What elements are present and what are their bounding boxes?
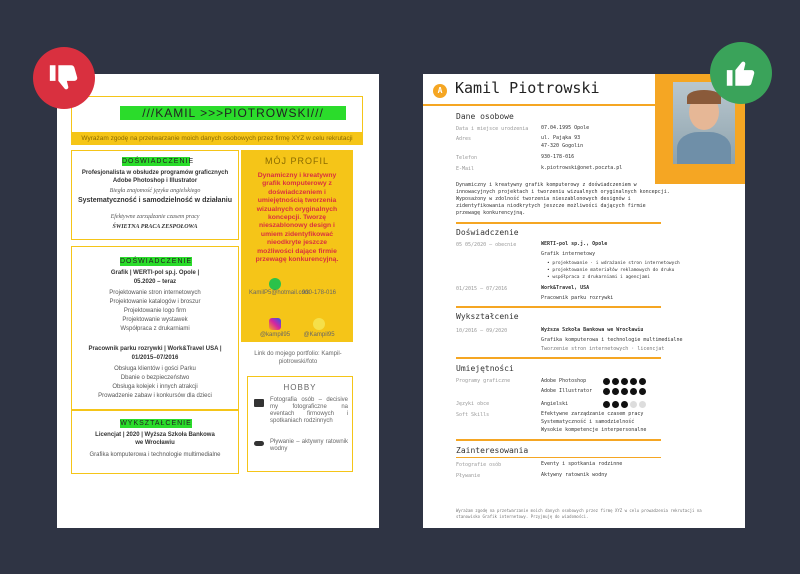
good-cv-page (423, 74, 745, 528)
thumbs-down-badge (33, 47, 95, 109)
section-rule (456, 306, 661, 308)
bad-text: 01/2015–07/2016 (131, 355, 179, 361)
header-rule (423, 104, 663, 106)
edu-dates: 10/2016 – 09/2020 (456, 328, 508, 334)
section-personal: Dane osobowe (456, 112, 514, 121)
job-task: • projektowanie · i wdrażanie stron internetowych (547, 261, 680, 266)
skill-label: Programy graficzne (456, 378, 511, 384)
skill-dot (621, 388, 628, 395)
skill-name: Adobe Illustrator (541, 388, 593, 394)
field-label: E-Mail (456, 166, 475, 172)
skill-dot (630, 378, 637, 385)
bad-text: Adobe Photoshop i Illustrator (112, 178, 198, 184)
bad-profile-box (241, 150, 353, 342)
phone-dot-icon (313, 278, 325, 290)
bad-profile-text: Dynamiczny i kreatywny grafik komputerowy z doświadczeniem i umiejętnością tworzenia wizualnych oryginalnych koncepcji. Tworzę nieszablonowy design i umiem zidentyfikować nieodkryte jeszcze możliwości dające firmie przewagę konkurencyjną. (255, 172, 339, 264)
bad-portfolio: Link do mojego portfolio: Kampil-piotrowski/foto (254, 351, 342, 365)
bad-text: Licencjat | 2020 | Wyższa Szkoła Bankowa we Wrocławiu (95, 432, 215, 446)
bad-insta: @kampil95 (259, 332, 291, 338)
field-value: ul. Pająka 93 (541, 135, 581, 141)
bad-text: Prowadzenie zabaw i konkursów dla dzieci (98, 393, 212, 399)
thumbs-up-icon (724, 56, 758, 90)
bad-section-head: DOŚWIADCZENIE (120, 258, 193, 265)
skill-dot (603, 388, 610, 395)
bad-text: Obsługa kolejek i innych atrakcji (112, 384, 198, 390)
job-dates: 01/2015 – 07/2016 (456, 286, 508, 292)
bad-section-head: WYKSZTAŁCENIE (120, 420, 192, 427)
job-task: • współpraca z drukarniami i agencjami (547, 275, 650, 280)
field-value: k.piotrowski@onet.poczta.pl (541, 165, 623, 171)
skill-level-english (603, 401, 646, 408)
thumbs-down-icon (47, 61, 81, 95)
section-education: Wykształcenie (456, 312, 519, 321)
skill-dot (639, 388, 646, 395)
bad-text: ŚWIETNA PRACA ZESPOŁOWA (112, 224, 198, 230)
bad-insta2: @Kampil95 (303, 332, 335, 338)
email-dot-icon (269, 278, 281, 290)
field-value: 47-320 Gogolin (541, 143, 584, 149)
bad-text: Projektowanie wystawek (122, 317, 188, 323)
skill-dot (612, 378, 619, 385)
bad-text: Obsługa klientów i gości Parku (114, 366, 196, 372)
bad-consent-band: Wyrażam zgodę na przetwarzanie moich danych osobowych przez firmę XYZ w celu rekrutacji (71, 132, 363, 145)
skill-dot (603, 401, 610, 408)
soft-skill: Wysokie kompetencje interpersonalne (541, 427, 647, 433)
soft-skill: Systematyczność i samodzielność (541, 419, 635, 425)
field-value: 930-178-016 (541, 154, 575, 160)
bad-text: Grafika komputerowa i technologie multimedialne (89, 452, 221, 458)
skill-label: Języki obce (456, 401, 490, 407)
field-label: Telefon (456, 155, 478, 161)
job-dates: 05 05/2020 – obecnie (456, 242, 517, 248)
skill-dot (639, 401, 646, 408)
bad-email: KamilP5@hotmail.com (249, 290, 310, 296)
bad-text: Systematyczność i samodzielność w działaniu (77, 197, 233, 204)
bad-hobby-title: HOBBY (283, 383, 317, 392)
bad-text: 05.2020 – teraz (133, 279, 177, 285)
cv-logo: A (433, 84, 447, 98)
job-task: • projektowanie materiałów reklamowych do druku (547, 268, 675, 273)
section-rule (456, 457, 661, 458)
bad-text: Projektowanie stron internetowych (109, 290, 201, 296)
section-experience: Doświadczenie (456, 228, 519, 237)
bad-text: Projektowanie logo firm (123, 308, 187, 314)
skill-label: Soft Skills (456, 412, 490, 418)
section-rule (456, 357, 661, 359)
sun-dot-icon (313, 318, 325, 330)
skill-dot (630, 388, 637, 395)
camera-icon (254, 399, 264, 407)
interest-label: Pływanie (456, 473, 481, 479)
job-company: Work&Travel, USA (541, 285, 590, 291)
skill-name: Angielski (541, 401, 569, 407)
bad-text: Projektowanie katalogów i broszur (109, 299, 201, 305)
interest-label: Fotografie osób (456, 462, 502, 468)
section-rule (456, 222, 661, 224)
bad-profile-title: MÓJ PROFIL (264, 156, 329, 166)
skill-dot (603, 378, 610, 385)
bad-experience-box (71, 246, 239, 410)
interest-value: Aktywny ratownik wodny (541, 472, 608, 478)
thumbs-up-badge (710, 42, 772, 104)
bad-education-box (71, 410, 239, 474)
bad-cv-page (57, 74, 379, 528)
skill-dot (621, 401, 628, 408)
skill-dot (612, 401, 619, 408)
section-rule (456, 439, 661, 441)
bad-summary-box (71, 150, 239, 240)
bad-hobby1: Fotografia osób – decisive my fotograficzne na eventach firmowych i spotkaniach rodzinnych (270, 397, 348, 424)
skill-dot (612, 388, 619, 395)
soft-skill: Efektywne zarządzanie czasem pracy (541, 411, 644, 417)
bad-text: Współpraca z drukarniami (120, 326, 190, 332)
bad-cv-title: ///KAMIL >>>PIOTROWSKI/// (120, 106, 346, 120)
edu-school: Wyższa Szkoła Bankowa we Wrocławiu (541, 327, 644, 333)
section-skills: Umiejętności (456, 364, 514, 373)
field-value: 07.04.1995 Opole (541, 125, 590, 131)
edu-spec: Tworzenie stron internetowych · licencjat (541, 346, 665, 352)
bad-phone: 930-178-016 (301, 290, 337, 296)
skill-dot (639, 378, 646, 385)
summary-text: Dynamiczny i kreatywny grafik komputerowy z doświadczeniem w innowacyjnych projektach i tworzeniu wizualnych oryginalnych koncepcji. Wyposażony w zdolność tworzenia nieszablonowych designów i zidentyfikowania niodkrytych jeszcze możliwości dających firmie przewagę konkurencyjną. (456, 182, 670, 216)
bad-text: Dbanie o bezpieczeństwo (120, 375, 190, 381)
consent-footer: Wyrażam zgodę na przetwarzanie moich danych osobowych przez firmę XYZ w celu prowadzenia rekrutacji na stanowisko Grafik internetowy. Przyjmuję do wiadomości. (456, 508, 702, 519)
field-label: Data i miejsce urodzenia (456, 126, 529, 132)
skill-dot (630, 401, 637, 408)
bad-text: Pracownik parku rozrywki | Work&Travel USA | (88, 346, 222, 352)
skill-level-illustrator (603, 388, 646, 395)
job-role: Pracownik parku rozrywki (541, 295, 614, 301)
skill-level-photoshop (603, 378, 646, 385)
bad-hobby2: Pływanie – aktywny ratownik wodny (270, 439, 348, 452)
good-cv-name: Kamil Piotrowski (455, 79, 600, 97)
bad-text: Efektywne zarządzanie czasem pracy (110, 214, 200, 220)
skill-name: Adobe Photoshop (541, 378, 587, 384)
skill-dot (621, 378, 628, 385)
edu-field: Grafika komputerowa i technologie multimedialne (541, 337, 683, 343)
bad-hobby-box (247, 376, 353, 472)
instagram-icon (269, 318, 281, 330)
interest-value: Eventy i spotkania rodzinne (541, 461, 623, 467)
field-label: Adres (456, 136, 472, 142)
section-interests: Zainteresowania (456, 446, 529, 455)
bad-section-head: DOŚWIADCZENIE (122, 158, 195, 165)
bad-text: Biegła znajomość języka angielskiego (109, 188, 201, 194)
job-company: WERTI-pol sp.j., Opole (541, 241, 608, 247)
job-role: Grafik internetowy (541, 251, 596, 257)
bad-text: Grafik | WERTI-pol sp.j. Opole | (110, 270, 200, 276)
bad-text: Profesjonalista w obsłudze programów graficznych (81, 170, 229, 176)
